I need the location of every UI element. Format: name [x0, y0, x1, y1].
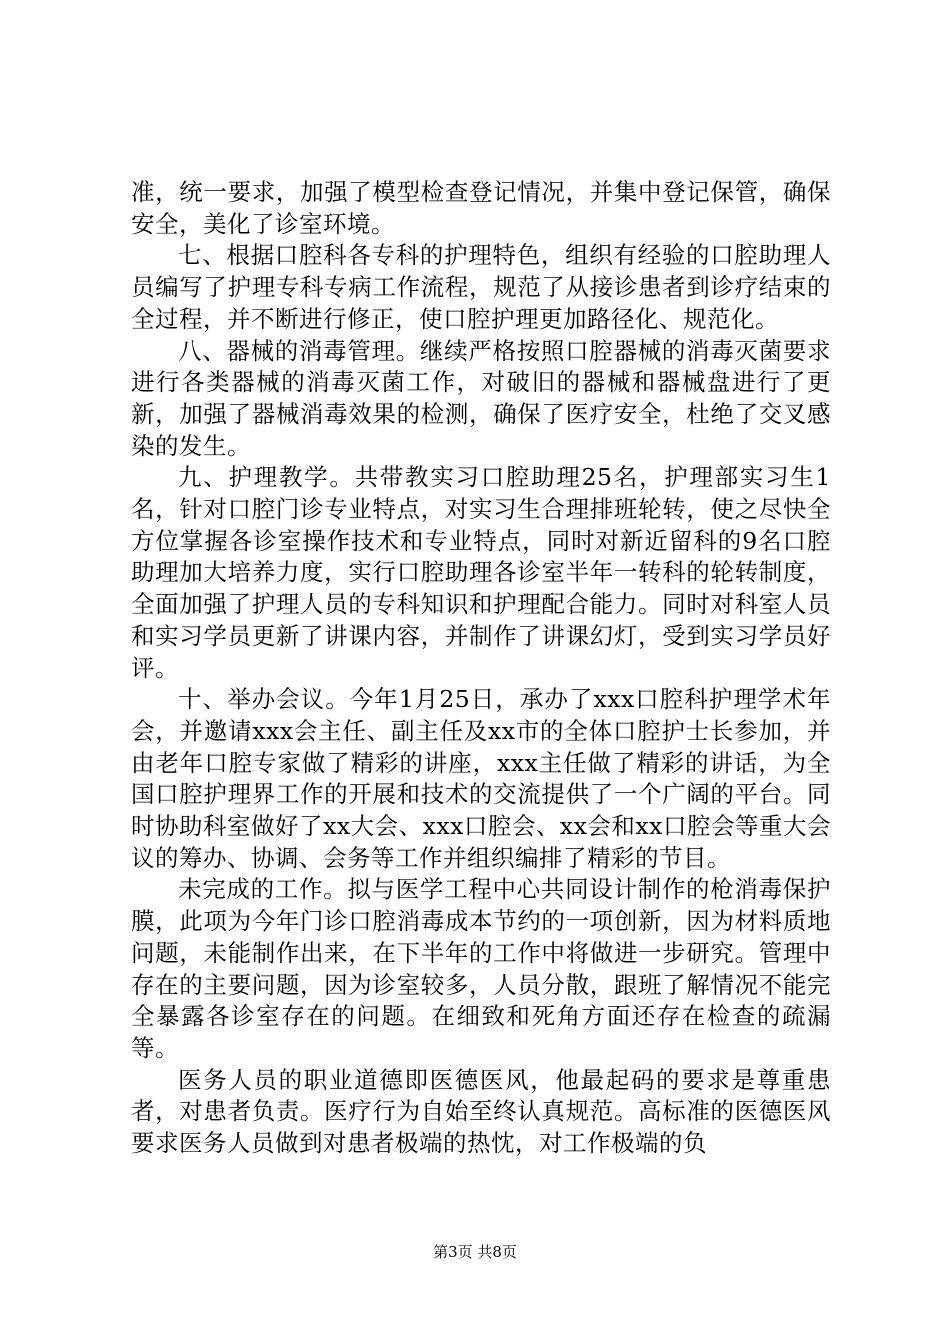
paragraph-continued: 准，统一要求，加强了模型检查登记情况，并集中登记保管，确保安全，美化了诊室环境。: [131, 178, 831, 238]
paragraph-section-seven: 七、根据口腔科各专科的护理特色，组织有经验的口腔助理人员编写了护理专科专病工作流程，规范了从接诊患者到诊疗结束的全过程，并不断进行修正，使口腔护理更加路径化、规范化。: [131, 241, 831, 333]
page-footer: 第3页 共8页: [433, 1243, 517, 1261]
paragraph-unfinished-work: 未完成的工作。拟与医学工程中心共同设计制作的枪消毒保护膜，此项为今年门诊口腔消毒成本节约的一项创新，因为材料质地问题，未能制作出来，在下半年的工作中将做进一步研究。管理中存在的主要问题，因为诊室较多，人员分散，跟班了解情况不能完全暴露各诊室存在的问题。在细致和死角方面还存在检查的疏漏等。: [131, 875, 831, 1062]
paragraph-section-nine: 九、护理教学。共带教实习口腔助理25名，护理部实习生1名，针对口腔门诊专业特点，对实习生合理排班轮转，使之尽快全方位掌握各诊室操作技术和专业特点，同时对新近留科的9名口腔助理加大培养力度，实行口腔助理各诊室半年一转科的轮转制度，全面加强了护理人员的专科知识和护理配合能力。同时对科室人员和实习学员更新了讲课内容，并制作了讲课幻灯，受到实习学员好评。: [131, 463, 831, 682]
paragraph-medical-ethics: 医务人员的职业道德即医德医风，他最起码的要求是尊重患者，对患者负责。医疗行为自始至终认真规范。高标准的医德医风要求医务人员做到对患者极端的热忱，对工作极端的负: [131, 1065, 831, 1158]
paragraph-section-ten: 十、举办会议。今年1月25日，承办了xxx口腔科护理学术年会，并邀请xxx会主任、副主任及xx市的全体口腔护士长参加，并由老年口腔专家做了精彩的讲座，xxx主任做了精彩的讲话，为全国口腔护理界工作的开展和技术的交流提供了一个广阔的平台。同时协助科室做好了xx大会、xxx口腔会、xx会和xx口腔会等重大会议的筹办、协调、会务等工作并组织编排了精彩的节目。: [131, 685, 831, 872]
body-text: [131, 177, 831, 1160]
paragraph-section-eight: 八、器械的消毒管理。继续严格按照口腔器械的消毒灭菌要求进行各类器械的消毒灭菌工作，对破旧的器械和器械盘进行了更新，加强了器械消毒效果的检测，确保了医疗安全，杜绝了交叉感染的发生。: [131, 336, 831, 460]
